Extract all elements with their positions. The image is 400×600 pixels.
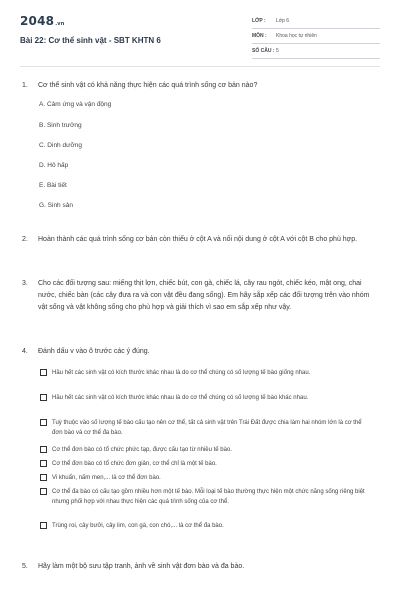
checkbox-item-6[interactable] — [40, 473, 370, 483]
question-3 — [22, 278, 378, 314]
question-text: Đánh dấu v vào ô trước các ý đúng. — [38, 348, 150, 355]
checkbox[interactable] — [40, 446, 47, 453]
logo-text: 2048 — [20, 14, 55, 28]
page-header — [20, 14, 380, 64]
option-b: B. Sinh trưởng — [39, 122, 82, 129]
checkbox[interactable] — [40, 522, 47, 529]
question-number: 4. — [22, 348, 28, 355]
checkbox-label: Cơ thể đơn bào có tổ chức phức tạp, được cấu tạo từ nhiều tế bào. — [52, 447, 232, 453]
question-4 — [22, 346, 378, 358]
checkbox-item-8[interactable] — [40, 521, 370, 531]
question-text: Cho các đối tượng sau: miếng thịt lợn, chiếc bút, con gà, chiếc lá, cây rau ngót, chiếc kéo, mật ong, chai nước, chiếc bàn (các cây đưa ra và con vật đều đang sống). Em hãy sắp xếp các đối tượng trên vào nhóm vật sống và vật không sống cho phù hợp và giải thích vì sao em sắp xếp như vậy. — [38, 280, 370, 311]
option-e: E. Bài tiết — [39, 182, 67, 189]
checkbox-label: Cơ thể đa bào có cấu tạo gồm nhiều hơn một tế bào. Mỗi loại tế bào thường thực hiện một chức năng sống riêng biệt nhưng phối hợp với nhau thực hiện các quá trình sống của cơ thể. — [52, 489, 365, 505]
checkbox-item-2[interactable] — [40, 393, 370, 403]
question-text: Hoàn thành các quá trình sống cơ bản còn thiếu ở cột A và nối nội dung ở cột A với cột B cho phù hợp. — [38, 236, 358, 243]
meta-row-subject — [252, 29, 380, 44]
meta-value: Khoa học tự nhiên — [276, 33, 317, 39]
meta-label: MÔN : — [252, 33, 267, 39]
meta-value: Lớp 6 — [276, 18, 290, 24]
checkbox-item-5[interactable] — [40, 459, 370, 469]
question-number: 1. — [22, 82, 28, 89]
question-5 — [22, 561, 378, 573]
meta-label: SỐ CÂU : — [252, 48, 275, 54]
checkbox[interactable] — [40, 394, 47, 401]
checkbox-item-1[interactable] — [40, 368, 370, 378]
question-number: 5. — [22, 563, 28, 570]
logo-tld: .vn — [55, 21, 65, 27]
question-text: Hãy làm một bộ sưu tập tranh, ảnh về sinh vật đơn bào và đa bào. — [38, 563, 245, 570]
checkbox-label: Cơ thể đơn bào có tổ chức đơn giản, cơ thể chỉ là một tế bào. — [52, 461, 217, 467]
question-number: 3. — [22, 280, 28, 287]
checkbox-label: Vi khuẩn, nấm men,... là cơ thể đơn bào. — [52, 475, 161, 481]
meta-row-count — [252, 44, 380, 59]
option-c: C. Dinh dưỡng — [39, 142, 82, 149]
meta-value: 5 — [276, 48, 279, 54]
checkbox[interactable] — [40, 369, 47, 376]
header-divider — [20, 66, 380, 67]
checkbox[interactable] — [40, 460, 47, 467]
checkbox-label: Tuỳ thuộc vào số lượng tế bào cấu tạo nên cơ thể, tất cả sinh vật trên Trái Đất được chia làm hai nhóm lớn là cơ thể đơn bào và cơ thể đa bào. — [52, 420, 362, 436]
checkbox[interactable] — [40, 419, 47, 426]
question-2 — [22, 234, 378, 246]
checkbox[interactable] — [40, 488, 47, 495]
question-number: 2. — [22, 236, 28, 243]
question-1 — [22, 80, 378, 92]
document-title: Bài 22: Cơ thể sinh vật - SBT KHTN 6 — [20, 36, 161, 45]
option-d: D. Hô hấp — [39, 162, 69, 169]
site-logo[interactable] — [20, 14, 65, 28]
meta-label: LỚP : — [252, 18, 266, 24]
meta-table — [252, 14, 380, 59]
checkbox-label: Hầu hết các sinh vật có kích thước khác nhau là do cơ thể chúng có số lượng tế bào khác nhau. — [52, 395, 309, 401]
checkbox-item-7[interactable] — [40, 487, 370, 507]
checkbox-label: Hầu hết các sinh vật có kích thước khác nhau là do cơ thể chúng có số lượng tế bào giống nhau. — [52, 370, 311, 376]
option-g: G. Sinh sản — [39, 202, 73, 209]
checkbox-item-3[interactable] — [40, 418, 370, 438]
question-text: Cơ thể sinh vật có khả năng thực hiện các quá trình sống cơ bản nào? — [38, 82, 258, 89]
option-a: A. Cảm ứng và vận động — [39, 101, 112, 108]
checkbox-item-4[interactable] — [40, 445, 370, 455]
checkbox[interactable] — [40, 474, 47, 481]
checkbox-label: Trùng roi, cây bưởi, cây lim, con gà, con chó,... là cơ thể đa bào. — [52, 523, 224, 529]
meta-row-class — [252, 14, 380, 29]
